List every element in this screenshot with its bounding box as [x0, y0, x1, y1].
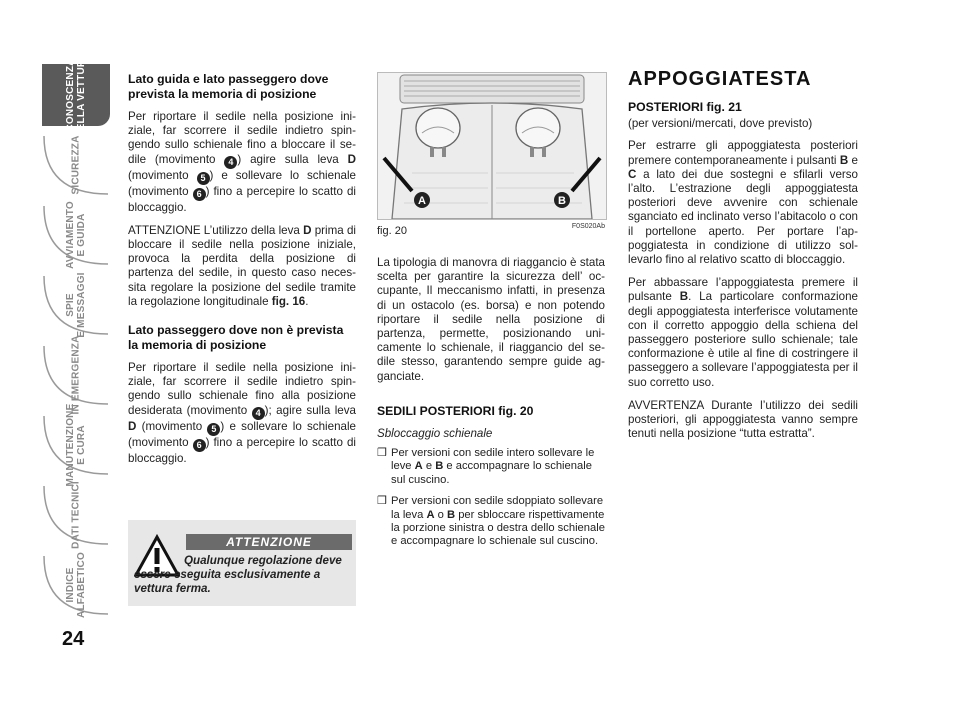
- figure-label: fig. 20: [377, 225, 407, 237]
- tab-conoscenza-della-vettura[interactable]: [42, 52, 110, 138]
- step-number-badge: 5: [197, 172, 210, 185]
- warning-text: Qualunque regolazione deve essere eseguita esclusivamente a vettura ferma.: [134, 554, 342, 595]
- subtitle: (per versioni/mercati, dove previsto): [628, 117, 813, 131]
- figure-caption: [377, 221, 605, 239]
- warning-title: ATTENZIONE: [186, 534, 352, 550]
- tab-label: INDICE ALFABETICO: [65, 552, 87, 618]
- tab-sicurezza[interactable]: [42, 134, 110, 196]
- checkbox-bullet-icon: ❒: [377, 495, 388, 508]
- tab-label: MANUTENZIONE E CURA: [65, 403, 87, 487]
- figure-rear-seats: [377, 72, 607, 220]
- checkbox-bullet-icon: ❒: [377, 447, 388, 460]
- tab-label: SPIE E MESSAGGI: [65, 272, 87, 338]
- heading-driver-side: Lato guida e lato passeggero dove prevista la memoria di posizione: [128, 72, 329, 101]
- section-title: APPOGGIATESTA: [628, 68, 812, 90]
- warning-box: [128, 520, 356, 606]
- list-item: ❒ Per versioni con sedile sdoppiato sollevare la leva A o B per sbloccare rispettivamente la porzione sinistra o destra dello schienale e accompagnare lo schienale sul cuscino.: [377, 495, 605, 548]
- tab-spie-e-messaggi[interactable]: [42, 274, 110, 336]
- tab-in-emergenza[interactable]: [42, 335, 110, 415]
- rear-seat-illustration: [378, 73, 606, 219]
- tab-manutenzione-e-cura[interactable]: [42, 403, 110, 487]
- heading-passenger-side: Lato passeggero dove non è prevista la memoria di posizione: [128, 323, 344, 353]
- section-tabs: [40, 52, 112, 619]
- step-number-badge: 6: [193, 439, 206, 452]
- paragraph: Per riportare il sedile nella posizione iniziale, far scorrere il sedile indietro spingendo sullo schienale fino a bloccare il sedile (movimento 4 ) agire sulla leva D (movimento 5 ) e sollevare lo schienale (movimento 6 ) fino a percepire lo scatto di bloccaggio.: [128, 110, 356, 214]
- heading-rear-headrests: POSTERIORI fig. 21: [628, 100, 742, 115]
- tab-dati-tecnici[interactable]: [42, 481, 110, 549]
- column-right: [628, 68, 859, 450]
- paragraph: ATTENZIONE L’utilizzo della leva D prima di bloccare il sedile nella posizione iniziale, provoca la perdita della posizione di partenza del sedile, in questo caso necessita regolare la posizione del sedile tramite la regolazione longitudinale fig. 16.: [128, 223, 356, 308]
- step-number-badge: 4: [252, 407, 265, 420]
- tab-avviamento-e-guida[interactable]: [42, 201, 110, 269]
- figure-code: F0S020Ab: [571, 223, 605, 230]
- paragraph: Per abbassare l’appoggiatesta premere il pulsante B. La particolare conformazione degli appoggiatesta interferisce volutamente con il corretto appoggio della schiena del passeggero posteriore sullo schienale; tale conformazione è utile al fine di costringere il passeggero a sollevare l’appoggiatesta per il suo corretto uso.: [628, 276, 858, 389]
- tab-label: IN EMERGENZA: [70, 335, 82, 415]
- list-item: ❒ Per versioni con sedile intero sollevare le leve A e B e accompagnare lo schienale sul cuscino.: [377, 447, 595, 486]
- step-number-badge: 6: [193, 188, 206, 201]
- tab-label: SICUREZZA: [70, 135, 82, 195]
- tab-label: CONOSCENZA DELLA VETTURA: [65, 52, 87, 138]
- tab-indice-alfabetico[interactable]: [42, 554, 110, 616]
- subheading: Sbloccaggio schienale: [377, 426, 493, 440]
- paragraph: La tipologia di manovra di riaggancio è stata scelta per garantire la sicurezza dell’ occupante, Il meccanismo infatti, in presenza di un ostacolo (es. borsa) e non potendo riportare il sedile nella posizione di partenza, permette, posizionando unicamente lo schienale, il riaggancio del sedile stesso, garantendo sempre guide agganciate.: [377, 256, 605, 383]
- paragraph: AVVERTENZA Durante l’utilizzo dei sedili posteriori, gli appoggiatesta vanno sempre tenuti nella posizione “tutta estratta”.: [628, 398, 858, 441]
- marker-b: B: [558, 195, 566, 207]
- column-middle: [377, 256, 605, 557]
- paragraph: Per riportare il sedile nella posizione iniziale, far scorrere il sedile indietro spingendo sullo schienale fino alla posizione desiderata (movimento 4 ); agire sulla leva D (movimento 5 ) e sollevare lo schienale (movimento 6 ) fino a percepire lo scatto di bloccaggio.: [128, 361, 357, 465]
- tab-label: AVVIAMENTO E GUIDA: [65, 201, 87, 269]
- heading-rear-seats: SEDILI POSTERIORI fig. 20: [377, 403, 534, 418]
- marker-a: A: [418, 195, 426, 207]
- tab-label: DATI TECNICI: [70, 481, 82, 549]
- paragraph: Per estrarre gli appoggiatesta posteriori premere contemporaneamente i pulsanti B e C a lato dei due sostegni e sfilarli verso l’alto. L’estrazione degli appoggiatesta posteriori deve avvenire con schienale sganciato ed inclinato verso l’abitacolo o con il portellone aperto. Per portare l’appoggiatesta in condizione di utilizzo sollevarlo fino al relativo scatto di bloccaggio.: [628, 139, 859, 267]
- step-number-badge: 5: [207, 423, 220, 436]
- column-left: [128, 72, 356, 475]
- page-number: 24: [62, 628, 85, 650]
- step-number-badge: 4: [224, 156, 237, 169]
